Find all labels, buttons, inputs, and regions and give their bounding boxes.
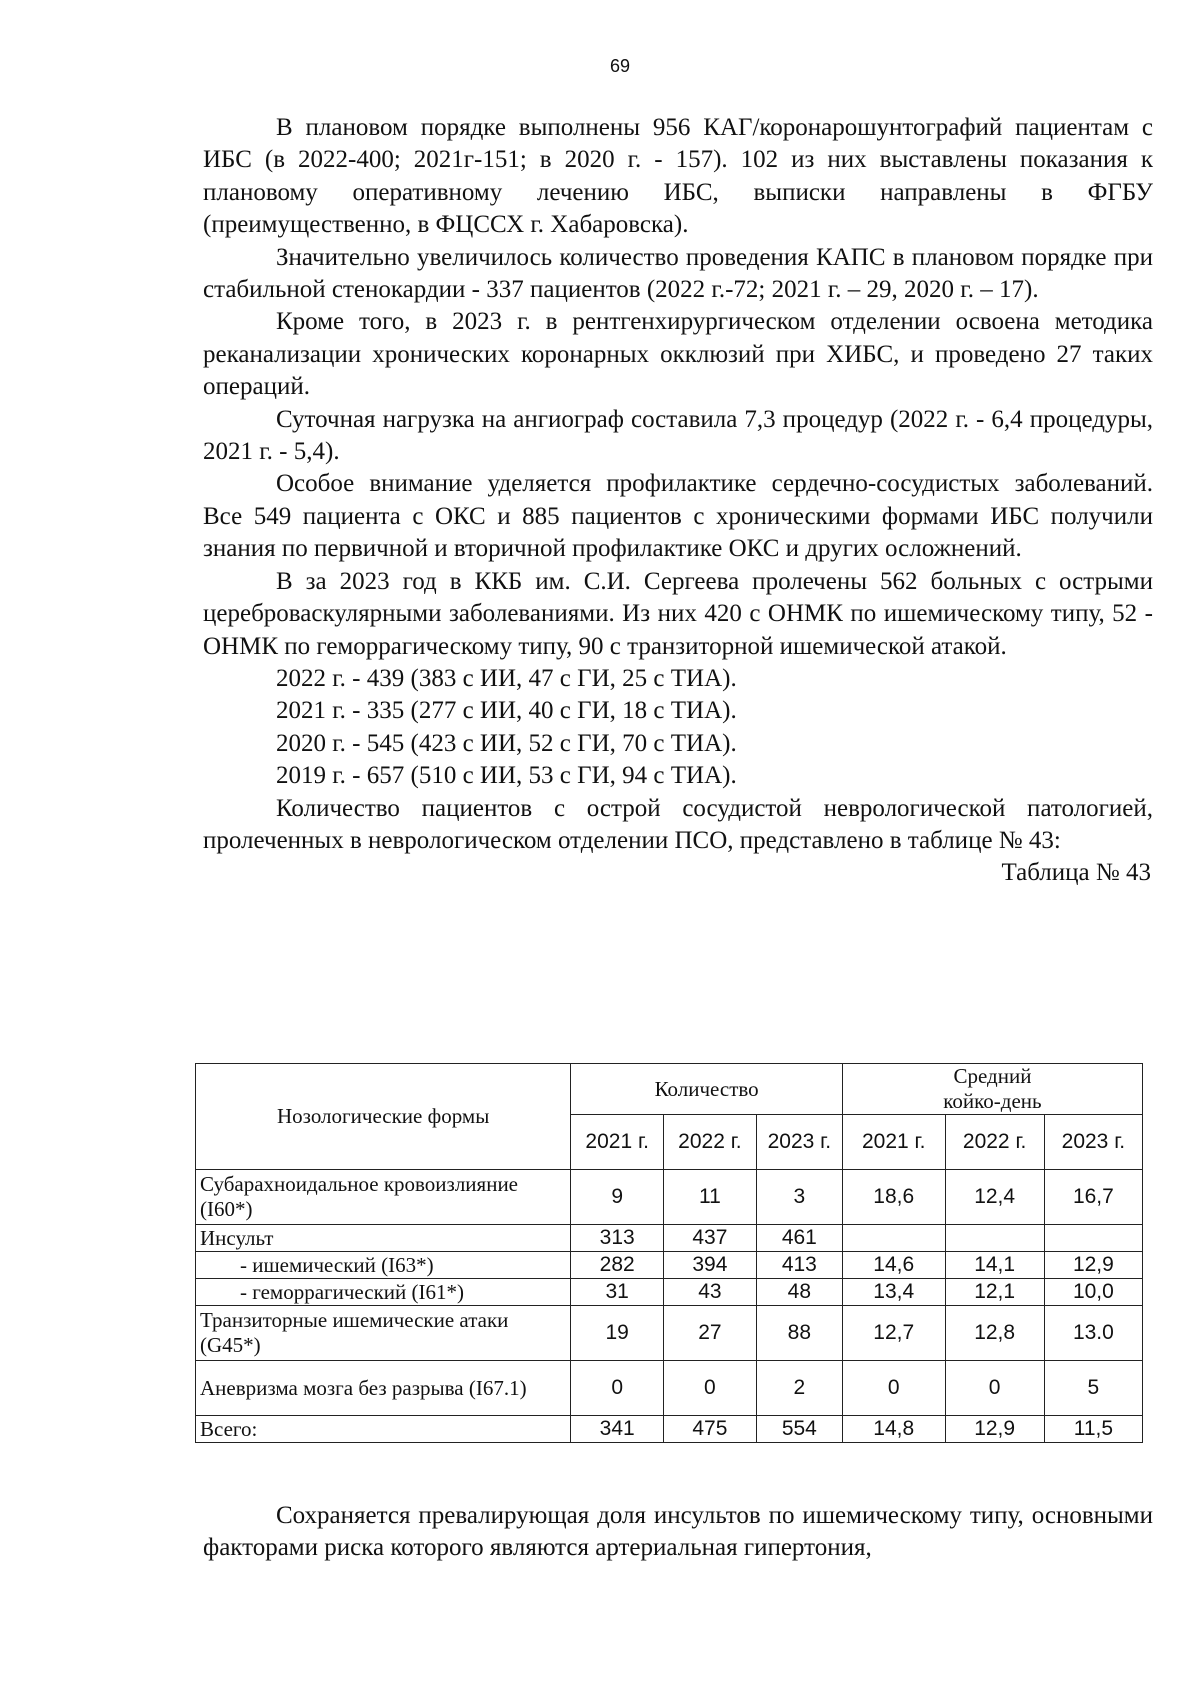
- table-row: [196, 1416, 1143, 1443]
- table-cell: 11,5: [1044, 1416, 1142, 1443]
- table-cell: 0: [945, 1361, 1044, 1416]
- header-year: 2023 г.: [1044, 1115, 1142, 1170]
- table-cell: 43: [664, 1279, 757, 1306]
- row-label: Всего:: [196, 1416, 571, 1443]
- table-cell: 12,9: [945, 1416, 1044, 1443]
- table-cell: 394: [664, 1252, 757, 1279]
- table-cell: 12,9: [1044, 1252, 1142, 1279]
- table-cell: 313: [571, 1225, 664, 1252]
- page-number: 69: [609, 56, 631, 76]
- year-line-2022: 2022 г. - 439 (383 с ИИ, 47 с ГИ, 25 с ТИА).: [276, 664, 737, 692]
- table-row: [196, 1170, 1143, 1225]
- table-cell: 14,8: [842, 1416, 945, 1443]
- table-cell: 413: [756, 1252, 842, 1279]
- table-cell: 2: [756, 1361, 842, 1416]
- table-cell: 12,8: [945, 1306, 1044, 1361]
- year-line-2020: 2020 г. - 545 (423 с ИИ, 52 с ГИ, 70 с ТИА).: [276, 729, 737, 757]
- table-cell: 282: [571, 1252, 664, 1279]
- table-cell: 461: [756, 1225, 842, 1252]
- paragraph-kaps: Значительно увеличилось количество проведения КАПС в плановом порядке при стабильной стенокардии - 337 пациентов (2022 г.-72; 2021 г. – 29, 2020 г. – 17).: [203, 243, 1153, 304]
- paragraph-angiograph-load: Суточная нагрузка на ангиограф составила 7,3 процедур (2022 г. - 6,4 процедуры, 2021 г. - 5,4).: [203, 405, 1153, 466]
- row-label: Инсульт: [196, 1225, 571, 1252]
- closing-text: [203, 1500, 1153, 1565]
- table-row: [196, 1306, 1143, 1361]
- table-cell: 14,6: [842, 1252, 945, 1279]
- table-caption: Таблица № 43: [1001, 859, 1151, 887]
- header-year: 2021 г.: [842, 1115, 945, 1170]
- table-cell: 12,7: [842, 1306, 945, 1361]
- table-cell: [842, 1225, 945, 1252]
- table-cell: 475: [664, 1416, 757, 1443]
- table-cell: 18,6: [842, 1170, 945, 1225]
- table-row: [196, 1252, 1143, 1279]
- paragraph-cerebrovascular: В за 2023 год в ККБ им. С.И. Сергеева пролечены 562 больных с острыми цереброваскулярными заболеваниями. Из них 420 с ОНМК по ишемическому типу, 52 - ОНМК по геморрагическому типу, 90 с транзиторной ишемической атакой.: [203, 567, 1153, 660]
- row-label: Транзиторные ишемические атаки (G45*): [196, 1306, 571, 1361]
- year-line-2021: 2021 г. - 335 (277 с ИИ, 40 с ГИ, 18 с ТИА).: [276, 697, 737, 725]
- paragraph-table-intro: Количество пациентов с острой сосудистой неврологической патологией, пролеченных в неврологическом отделении ПСО, представлено в таблице № 43:: [203, 794, 1153, 854]
- paragraph-closing: Сохраняется превалирующая доля инсультов по ишемическому типу, основными факторами риска которого являются артериальная гипертония,: [203, 1502, 1153, 1562]
- paragraph-recanalization: Кроме того, в 2023 г. в рентгенхирургическом отделении освоена методика реканализации хронических коронарных окклюзий при ХИБС, и проведено 27 таких операций.: [203, 308, 1153, 401]
- header-avg-bed-days: [842, 1064, 1142, 1115]
- header-year: 2022 г.: [945, 1115, 1044, 1170]
- table-cell: 14,1: [945, 1252, 1044, 1279]
- table-row: [196, 1361, 1143, 1416]
- header-year: 2021 г.: [571, 1115, 664, 1170]
- table-cell: 13.0: [1044, 1306, 1142, 1361]
- header-year: 2023 г.: [756, 1115, 842, 1170]
- table-cell: [945, 1225, 1044, 1252]
- year-line-2019: 2019 г. - 657 (510 с ИИ, 53 с ГИ, 94 с ТИА).: [276, 762, 737, 790]
- table-cell: 3: [756, 1170, 842, 1225]
- table-cell: 48: [756, 1279, 842, 1306]
- table-cell: 12,4: [945, 1170, 1044, 1225]
- table-cell: 16,7: [1044, 1170, 1142, 1225]
- row-label: Субарахноидальное кровоизлияние (I60*): [196, 1170, 571, 1225]
- table-cell: 554: [756, 1416, 842, 1443]
- table-cell: 12,1: [945, 1279, 1044, 1306]
- header-year: 2022 г.: [664, 1115, 757, 1170]
- table-row: [196, 1279, 1143, 1306]
- table-cell: 9: [571, 1170, 664, 1225]
- paragraph-kag: В плановом порядке выполнены 956 КАГ/коронарошунтографий пациентам с ИБС (в 2022-400; 2021г-151; в 2020 г. - 157). 102 из них выставлены показания к плановому оперативному лечению ИБС, выписки направлены в ФГБУ (преимущественно, в ФЦССХ г. Хабаровска).: [203, 114, 1153, 239]
- table-cell: 11: [664, 1170, 757, 1225]
- table-cell: 31: [571, 1279, 664, 1306]
- table-body: [196, 1170, 1143, 1443]
- table-cell: [1044, 1225, 1142, 1252]
- table-cell: 341: [571, 1416, 664, 1443]
- nosology-table: [195, 1063, 1143, 1443]
- header-count: Количество: [571, 1064, 843, 1115]
- table-cell: 5: [1044, 1361, 1142, 1416]
- table-cell: 0: [842, 1361, 945, 1416]
- table-cell: 437: [664, 1225, 757, 1252]
- header-nosological-forms: Нозологические формы: [196, 1064, 571, 1170]
- body-text: [203, 112, 1153, 890]
- paragraph-prevention: Особое внимание уделяется профилактике сердечно-сосудистых заболеваний. Все 549 пациента с ОКС и 885 пациентов с хроническими формами ИБС получили знания по первичной и вторичной профилактике ОКС и других осложнений.: [203, 470, 1153, 563]
- table-cell: 13,4: [842, 1279, 945, 1306]
- table-cell: 0: [571, 1361, 664, 1416]
- table-cell: 19: [571, 1306, 664, 1361]
- table-cell: 0: [664, 1361, 757, 1416]
- table-cell: 88: [756, 1306, 842, 1361]
- table-cell: 27: [664, 1306, 757, 1361]
- table-cell: 10,0: [1044, 1279, 1142, 1306]
- table-row: [196, 1225, 1143, 1252]
- row-label: Аневризма мозга без разрыва (I67.1): [196, 1361, 571, 1416]
- row-label: - ишемический (I63*): [196, 1252, 571, 1279]
- row-label: - геморрагический (I61*): [196, 1279, 571, 1306]
- header-avg-bed-days-text: Средний койко-день: [943, 1064, 1042, 1113]
